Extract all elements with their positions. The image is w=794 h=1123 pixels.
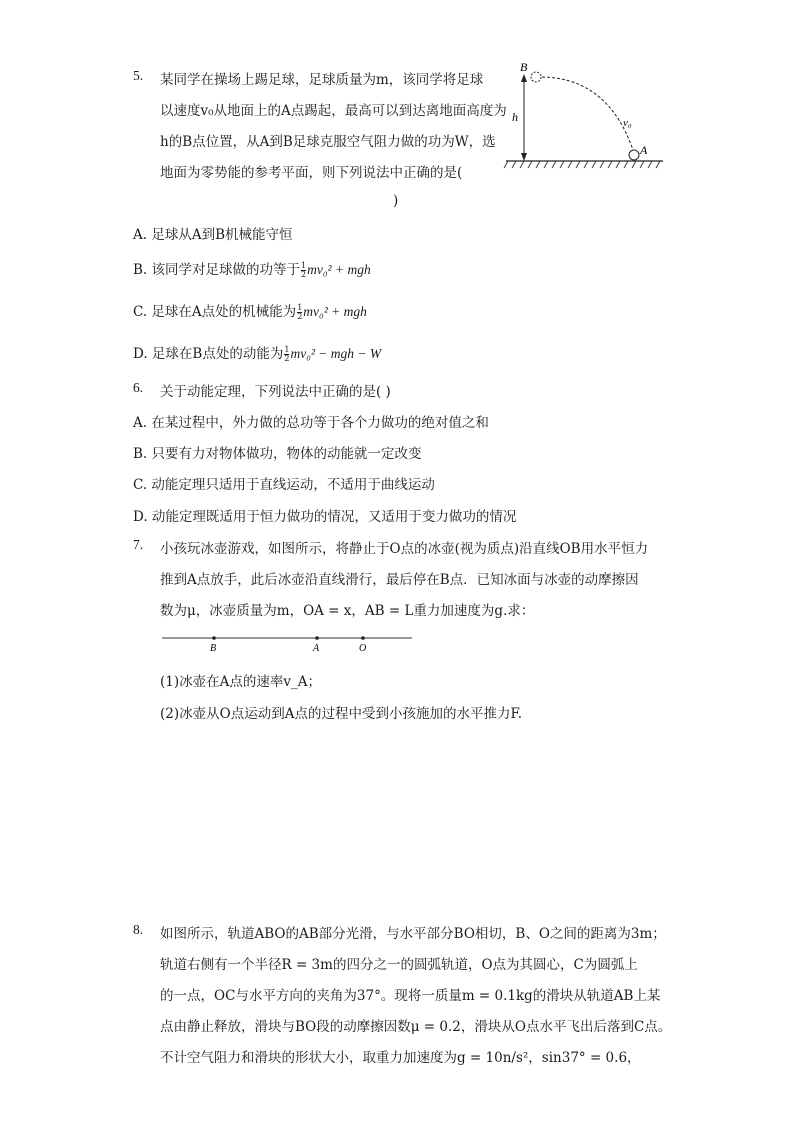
q6-option-d: D. 动能定理既适用于恒力做功的情况，又适用于变力做功的情况	[133, 509, 517, 525]
q7-figure	[160, 630, 420, 656]
trajectory	[542, 77, 633, 150]
q5-option-c: C. 足球在A点处的机械能为 $\frac{1}{2}$ mv₀² + mgh	[133, 303, 367, 321]
q5-line-1: 某同学在操场上踢足球，足球质量为m，该同学将足球	[160, 72, 484, 88]
q6-option-a: A. 在某过程中，外力做的总功等于各个力做功的绝对值之和	[133, 415, 489, 431]
ball-at-a	[629, 150, 639, 160]
height-arrow-up	[521, 74, 527, 82]
q5-option-b: B. 该同学对足球做的功等于 $\frac{1}{2}$ mv₀² + mgh	[133, 261, 371, 279]
q5-line-2: 以速度v₀从地面上的A点踢起，最高可以到达离地面高度为	[160, 103, 507, 119]
label-a: A	[640, 143, 648, 157]
point-o-label: O	[359, 643, 367, 654]
q5-answer-paren: )	[393, 193, 399, 209]
ball-at-b	[531, 72, 541, 82]
q5-number: 5.	[133, 68, 144, 83]
q6-option-b: B. 只要有力对物体做功，物体的动能就一定改变	[133, 446, 422, 462]
point-b-dot	[212, 636, 216, 640]
label-b: B	[520, 60, 528, 74]
point-a-dot	[315, 636, 319, 640]
ground-hatch	[504, 161, 660, 168]
q7-number: 7.	[133, 537, 144, 552]
q5-option-d: D. 足球在B点处的动能为 $\frac{1}{2}$ mv₀² − mgh − W	[133, 345, 382, 363]
label-v0: v₀	[623, 117, 632, 129]
q5-line-3: h的B点位置，从A到B足球克服空气阻力做的功为W，选	[160, 134, 496, 150]
q6-option-c: C. 动能定理只适用于直线运动，不适用于曲线运动	[133, 477, 435, 493]
point-b-label: B	[210, 643, 217, 654]
point-o-dot	[361, 636, 365, 640]
q5-figure	[498, 58, 668, 170]
q8-line-3: 的一点，OC与水平方向的夹角为37°。现将一质量m = 0.1kg的滑块从轨道AB上某	[160, 988, 661, 1004]
q6-stem: 关于动能定理，下列说法中正确的是( )	[160, 384, 391, 400]
q7-line-2: 推到A点放手，此后冰壶沿直线滑行，最后停在B点．已知冰面与冰壶的动摩擦因	[160, 572, 639, 588]
q7-sub-1: (1)冰壶在A点的速率v_A；	[160, 674, 321, 690]
q8-line-5: 不计空气阻力和滑块的形状大小，取重力加速度为g = 10n/s²，sin37° = 0.6，	[160, 1050, 641, 1066]
q7-line-1: 小孩玩冰壶游戏，如图所示，将静止于O点的冰壶(视为质点)沿直线OB用水平恒力	[160, 541, 649, 557]
q7-sub-2: (2)冰壶从O点运动到A点的过程中受到小孩施加的水平推力F.	[160, 706, 522, 722]
q6-number: 6.	[133, 380, 144, 395]
q8-line-4: 点由静止释放，滑块与BO段的动摩擦因数μ = 0.2，滑块从O点水平飞出后落到C点。	[160, 1019, 672, 1035]
q5-line-4: 地面为零势能的参考平面，则下列说法中正确的是(	[160, 165, 463, 181]
q7-line-3: 数为μ，冰壶质量为m，OA = x，AB = L重力加速度为g.求：	[160, 603, 535, 619]
q8-number: 8.	[133, 922, 144, 937]
height-arrow-down	[521, 153, 527, 161]
q5-option-a: A. 足球从A到B机械能守恒	[133, 227, 293, 243]
point-a-label: A	[313, 643, 320, 654]
q8-line-2: 轨道右侧有一个半径R = 3m的四分之一的圆弧轨道，O点为其圆心，C为圆弧上	[160, 957, 638, 973]
q8-line-1: 如图所示，轨道ABO的AB部分光滑，与水平部分BO相切，B、O之间的距离为3m；	[160, 926, 666, 942]
label-h: h	[512, 110, 518, 124]
